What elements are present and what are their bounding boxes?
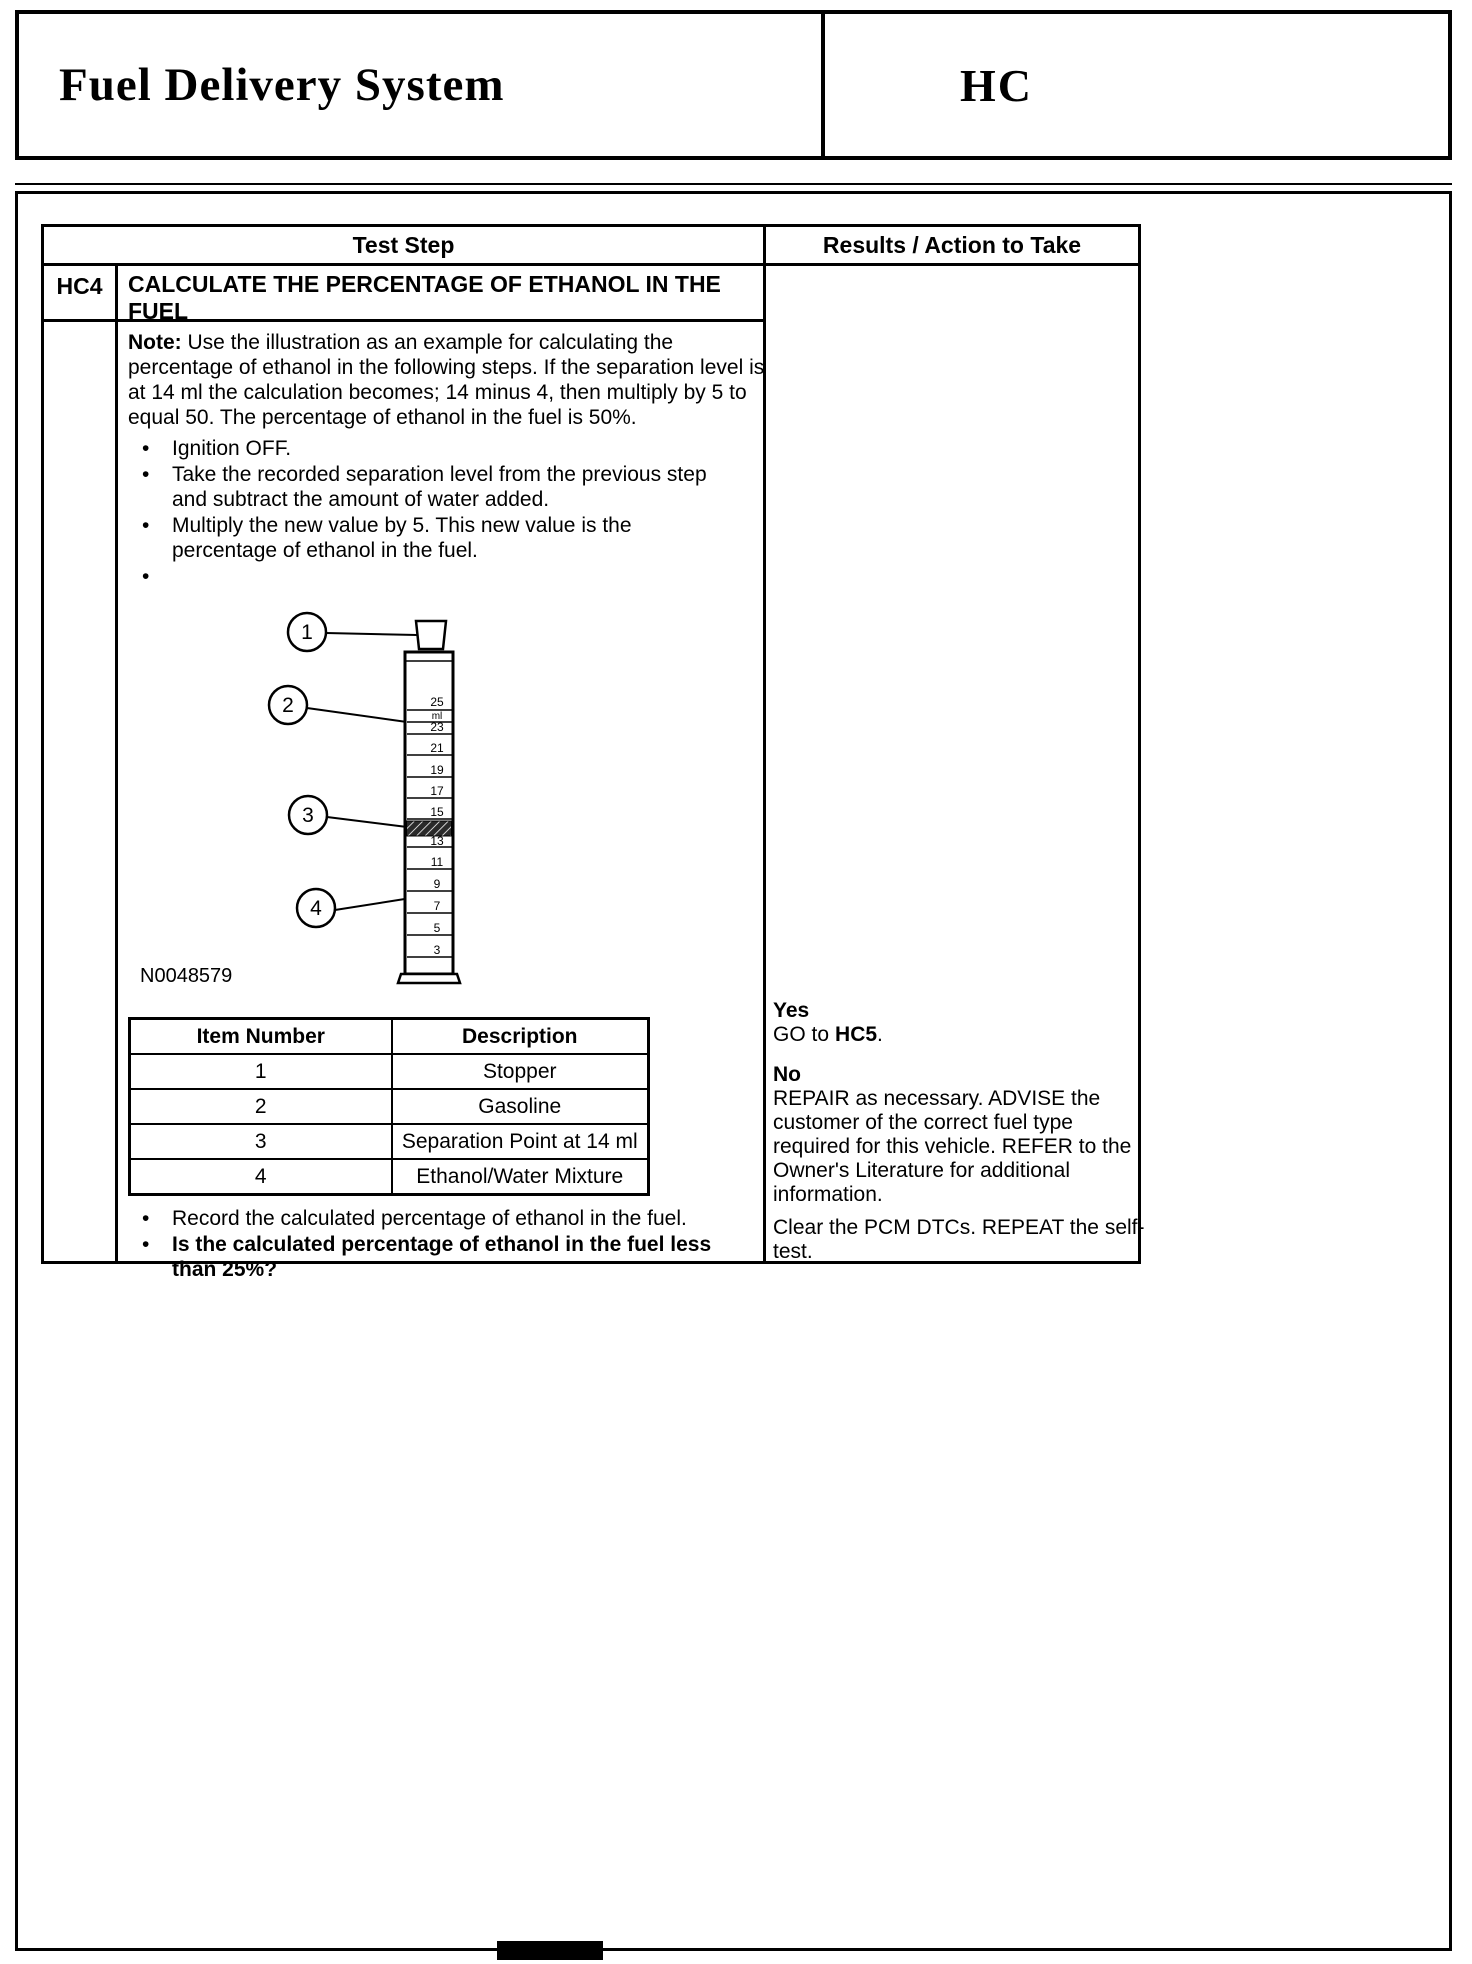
callout-number-3: 3	[302, 804, 314, 827]
scale-label: 25	[430, 695, 444, 709]
bullet-icon: •	[142, 437, 150, 460]
list-item	[128, 1206, 768, 1231]
table-row	[130, 1159, 649, 1195]
item-number: 4	[130, 1159, 392, 1195]
item-number: 1	[130, 1054, 392, 1089]
leader-line-3	[327, 817, 407, 827]
hc5-reference: HC5	[835, 1023, 878, 1046]
list-item	[128, 436, 768, 461]
stopper-shape	[416, 621, 446, 649]
scale-label: 11	[430, 855, 444, 869]
leader-line-4	[335, 898, 411, 910]
table-row	[130, 1124, 649, 1159]
table-row	[130, 1054, 649, 1089]
step-body	[128, 330, 768, 1283]
no-label: No	[773, 1063, 801, 1086]
separation-band	[407, 821, 452, 836]
callout-number-1: 1	[301, 621, 313, 644]
scale-label: 3	[433, 943, 441, 957]
callout-number-2: 2	[282, 694, 294, 717]
results-cell	[773, 999, 1145, 1264]
horizontal-divider	[15, 183, 1452, 185]
column-header-test-step: Test Step	[352, 232, 455, 258]
page-header	[15, 10, 1452, 160]
step-id: HC4	[56, 273, 103, 299]
bullet-text: Multiply the new value by 5. This new value is the percentage of ethanol in the fuel.	[172, 514, 632, 562]
bullet-icon: •	[142, 514, 150, 537]
list-item	[128, 462, 768, 512]
note-paragraph	[128, 330, 768, 430]
no-action-clear: Clear the PCM DTCs. REPEAT the self-test.	[773, 1216, 1145, 1263]
cylinder-illustration	[265, 605, 465, 990]
pinpoint-test-table	[41, 224, 1145, 1281]
leader-line-2	[307, 708, 414, 723]
yes-action	[773, 1023, 1145, 1047]
item-description: Gasoline	[392, 1089, 649, 1124]
no-action-repair: REPAIR as necessary. ADVISE the customer of the correct fuel type required for this vehicle. REFER to the Owner's Literature for additional information.	[773, 1087, 1132, 1206]
instruction-list	[128, 436, 768, 589]
note-label: Note:	[128, 331, 182, 354]
page-edge-mark	[497, 1941, 603, 1960]
table-row	[130, 1089, 649, 1124]
scale-label: 15	[430, 805, 444, 819]
closing-instruction-list	[128, 1206, 768, 1282]
question-text: Is the calculated percentage of ethanol in the fuel less than 25%?	[172, 1233, 712, 1281]
description-header: Description	[392, 1019, 649, 1055]
header-title-cell	[19, 14, 821, 156]
bullet-text	[172, 564, 738, 589]
item-description: Stopper	[392, 1054, 649, 1089]
item-description: Ethanol/Water Mixture	[392, 1159, 649, 1195]
callout-number-4: 4	[310, 897, 322, 920]
scale-label: ml	[431, 711, 443, 722]
scale-label: 13	[430, 834, 444, 848]
item-table	[128, 1017, 650, 1196]
bullet-text: Take the recorded separation level from the previous step and subtract the amount of water added.	[172, 463, 707, 511]
cylinder-base	[398, 974, 460, 983]
scale-label: 23	[430, 720, 444, 734]
section-code: HC	[821, 14, 1448, 156]
header-row-divider	[44, 263, 1138, 266]
yes-action-period: .	[877, 1023, 883, 1046]
item-number: 3	[130, 1124, 392, 1159]
step-id-divider	[115, 266, 118, 1261]
bullet-icon: •	[142, 565, 150, 588]
content-frame	[15, 191, 1452, 1951]
graduated-cylinder-figure	[128, 605, 768, 993]
item-table-header-row	[130, 1019, 649, 1055]
bullet-icon: •	[142, 1207, 150, 1230]
bullet-icon: •	[142, 1233, 150, 1256]
figure-number: N0048579	[140, 965, 233, 987]
leader-line-1	[326, 633, 417, 635]
cylinder-body	[405, 652, 453, 974]
bullet-text: Record the calculated percentage of ethanol in the fuel.	[172, 1207, 687, 1230]
scale-label: 21	[430, 741, 444, 755]
note-text: Use the illustration as an example for calculating the percentage of ethanol in the following steps. If the separation level is at 14 ml the calculation becomes; 14 minus 4, then multiply by 5 to equal 50. The percentage of ethanol in the fuel is 50%.	[128, 331, 765, 429]
list-item	[128, 513, 768, 563]
item-description: Separation Point at 14 ml	[392, 1124, 649, 1159]
bullet-text: Ignition OFF.	[172, 437, 292, 460]
step-title: CALCULATE THE PERCENTAGE OF ETHANOL IN THE FUEL	[128, 271, 721, 324]
yes-action-text: GO to	[773, 1023, 830, 1046]
yes-label: Yes	[773, 999, 810, 1022]
bullet-icon: •	[142, 463, 150, 486]
item-number-header: Item Number	[130, 1019, 392, 1055]
page-title: Fuel Delivery System	[59, 59, 505, 111]
scale-label: 7	[433, 899, 441, 913]
column-header-results: Results / Action to Take	[822, 232, 1082, 258]
scale-label: 9	[433, 877, 441, 891]
scale-label: 17	[430, 784, 444, 798]
list-item	[128, 1232, 768, 1282]
list-item	[128, 564, 768, 589]
scale-label: 5	[433, 921, 441, 935]
item-number: 2	[130, 1089, 392, 1124]
scale-label: 19	[430, 763, 444, 777]
